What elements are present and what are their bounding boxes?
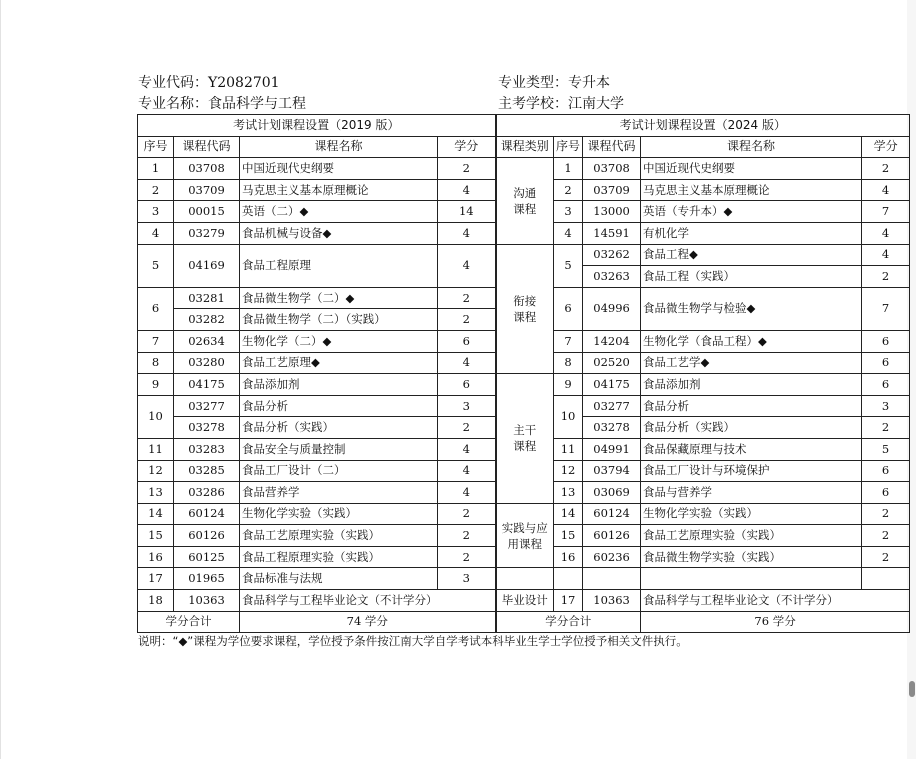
credit-cell: 6 bbox=[862, 374, 910, 396]
code-cell: 03286 bbox=[174, 482, 240, 504]
name-cell: 马克思主义基本原理概论 bbox=[641, 179, 862, 201]
credit-cell: 7 bbox=[862, 201, 910, 223]
seq-cell: 15 bbox=[554, 525, 583, 547]
exam-school: 主考学校：江南大学 bbox=[498, 96, 624, 112]
credit-cell: 4 bbox=[438, 438, 496, 460]
table-row bbox=[138, 158, 910, 180]
name-cell: 食品添加剂 bbox=[240, 374, 438, 396]
code-cell: 03283 bbox=[174, 438, 240, 460]
empty-cell bbox=[583, 568, 641, 590]
total-label: 学分合计 bbox=[496, 611, 641, 633]
code-cell: 60124 bbox=[583, 503, 641, 525]
credit-cell: 2 bbox=[438, 158, 496, 180]
credit-cell: 7 bbox=[862, 287, 910, 330]
name-cell: 食品分析（实践） bbox=[641, 417, 862, 439]
seq-cell: 14 bbox=[138, 503, 174, 525]
seq-cell: 7 bbox=[138, 330, 174, 352]
name-cell: 英语（二）◆ bbox=[240, 201, 438, 223]
seq-cell: 11 bbox=[138, 438, 174, 460]
name-cell: 中国近现代史纲要 bbox=[240, 158, 438, 180]
credit-cell: 2 bbox=[862, 158, 910, 180]
major-type: 专业类型：专升本 bbox=[498, 75, 610, 91]
name-cell: 食品分析 bbox=[240, 395, 438, 417]
code-cell: 03278 bbox=[583, 417, 641, 439]
major-code: 专业代码：Y2082701 bbox=[138, 75, 280, 91]
code-cell: 10363 bbox=[174, 590, 240, 612]
code-cell: 03262 bbox=[583, 244, 641, 266]
name-cell: 中国近现代史纲要 bbox=[641, 158, 862, 180]
name-cell: 生物化学实验（实践） bbox=[240, 503, 438, 525]
credit-cell: 2 bbox=[438, 525, 496, 547]
category-shijian: 实践与应用课程 bbox=[496, 503, 554, 568]
credit-cell: 6 bbox=[438, 374, 496, 396]
seq-cell: 13 bbox=[138, 482, 174, 504]
seq-cell: 11 bbox=[554, 438, 583, 460]
code-cell: 03280 bbox=[174, 352, 240, 374]
total-label: 学分合计 bbox=[138, 611, 240, 633]
credit-cell: 2 bbox=[438, 287, 496, 309]
totals-row bbox=[138, 611, 910, 633]
table-caption-row bbox=[138, 115, 910, 137]
code-cell: 04169 bbox=[174, 244, 240, 287]
col-code: 课程代码 bbox=[174, 136, 240, 158]
code-cell: 02520 bbox=[583, 352, 641, 374]
seq-cell: 2 bbox=[554, 179, 583, 201]
credit-cell: 4 bbox=[862, 244, 910, 266]
credit-cell: 4 bbox=[862, 222, 910, 244]
col-credit: 学分 bbox=[438, 136, 496, 158]
name-cell: 食品保藏原理与技术 bbox=[641, 438, 862, 460]
code-cell: 03277 bbox=[174, 395, 240, 417]
code-cell: 60125 bbox=[174, 546, 240, 568]
name-cell: 食品标准与法规 bbox=[240, 568, 438, 590]
seq-cell: 10 bbox=[554, 395, 583, 438]
table-row bbox=[138, 244, 910, 266]
code-cell: 10363 bbox=[583, 590, 641, 612]
seq-cell: 8 bbox=[554, 352, 583, 374]
col-name: 课程名称 bbox=[641, 136, 862, 158]
credit-cell: 2 bbox=[438, 417, 496, 439]
name-cell: 食品工艺原理实验（实践） bbox=[240, 525, 438, 547]
credit-cell: 6 bbox=[438, 330, 496, 352]
credit-cell: 6 bbox=[862, 352, 910, 374]
credit-cell: 4 bbox=[438, 179, 496, 201]
col-name: 课程名称 bbox=[240, 136, 438, 158]
name-cell: 食品工厂设计与环境保护 bbox=[641, 460, 862, 482]
col-credit: 学分 bbox=[862, 136, 910, 158]
name-cell: 食品工程（实践） bbox=[641, 266, 862, 288]
credit-cell: 2 bbox=[862, 417, 910, 439]
name-cell: 食品营养学 bbox=[240, 482, 438, 504]
credit-cell: 2 bbox=[438, 503, 496, 525]
name-cell: 食品工程原理实验（实践） bbox=[240, 546, 438, 568]
name-cell: 食品工艺学◆ bbox=[641, 352, 862, 374]
seq-cell: 8 bbox=[138, 352, 174, 374]
seq-cell: 1 bbox=[554, 158, 583, 180]
credit-cell: 4 bbox=[862, 179, 910, 201]
table-row bbox=[138, 374, 910, 396]
credit-cell: 2 bbox=[438, 309, 496, 331]
credit-cell: 4 bbox=[438, 244, 496, 287]
seq-cell: 12 bbox=[138, 460, 174, 482]
footnote: 说明：“◆”课程为学位要求课程，学位授予条件按江南大学自学考试本科毕业生学士学位授予相关文件执行。 bbox=[138, 634, 688, 648]
table-row bbox=[138, 590, 910, 612]
credit-cell: 3 bbox=[862, 395, 910, 417]
caption-2024: 考试计划课程设置（2024 版） bbox=[496, 115, 910, 137]
name-cell: 食品科学与工程毕业论文（不计学分） bbox=[240, 590, 496, 612]
credit-cell: 2 bbox=[862, 546, 910, 568]
seq-cell: 12 bbox=[554, 460, 583, 482]
caption-2019: 考试计划课程设置（2019 版） bbox=[138, 115, 496, 137]
code-cell: 03708 bbox=[583, 158, 641, 180]
credit-cell: 2 bbox=[862, 503, 910, 525]
name-cell: 食品分析 bbox=[641, 395, 862, 417]
total-2024: 76 学分 bbox=[641, 611, 910, 633]
exam-plan-table bbox=[137, 114, 910, 633]
code-cell: 04991 bbox=[583, 438, 641, 460]
credit-cell: 4 bbox=[438, 222, 496, 244]
credit-cell: 3 bbox=[438, 395, 496, 417]
seq-cell: 14 bbox=[554, 503, 583, 525]
code-cell: 13000 bbox=[583, 201, 641, 223]
code-cell: 00015 bbox=[174, 201, 240, 223]
table-row bbox=[138, 568, 910, 590]
name-cell: 食品机械与设备◆ bbox=[240, 222, 438, 244]
seq-cell: 13 bbox=[554, 482, 583, 504]
seq-cell: 15 bbox=[138, 525, 174, 547]
code-cell: 03282 bbox=[174, 309, 240, 331]
seq-cell: 4 bbox=[138, 222, 174, 244]
code-cell: 14204 bbox=[583, 330, 641, 352]
code-cell: 60124 bbox=[174, 503, 240, 525]
seq-cell: 7 bbox=[554, 330, 583, 352]
name-cell: 食品工艺原理◆ bbox=[240, 352, 438, 374]
name-cell: 食品微生物学（二）◆ bbox=[240, 287, 438, 309]
seq-cell: 6 bbox=[138, 287, 174, 330]
name-cell: 马克思主义基本原理概论 bbox=[240, 179, 438, 201]
credit-cell: 14 bbox=[438, 201, 496, 223]
code-cell: 03708 bbox=[174, 158, 240, 180]
code-cell: 60236 bbox=[583, 546, 641, 568]
seq-cell: 5 bbox=[138, 244, 174, 287]
total-2019: 74 学分 bbox=[240, 611, 496, 633]
code-cell: 60126 bbox=[174, 525, 240, 547]
credit-cell: 4 bbox=[438, 352, 496, 374]
credit-cell: 6 bbox=[862, 460, 910, 482]
scrollbar-thumb[interactable] bbox=[909, 681, 915, 697]
category-biye: 毕业设计 bbox=[496, 590, 554, 612]
seq-cell: 9 bbox=[554, 374, 583, 396]
name-cell: 食品微生物学实验（实践） bbox=[641, 546, 862, 568]
col-category: 课程类别 bbox=[496, 136, 554, 158]
code-cell: 03794 bbox=[583, 460, 641, 482]
seq-cell: 18 bbox=[138, 590, 174, 612]
code-cell: 03279 bbox=[174, 222, 240, 244]
seq-cell: 3 bbox=[138, 201, 174, 223]
name-cell: 有机化学 bbox=[641, 222, 862, 244]
code-cell: 03285 bbox=[174, 460, 240, 482]
credit-cell: 2 bbox=[862, 525, 910, 547]
empty-cell bbox=[862, 568, 910, 590]
code-cell: 03709 bbox=[583, 179, 641, 201]
seq-cell: 3 bbox=[554, 201, 583, 223]
empty-cell bbox=[554, 568, 583, 590]
code-cell: 14591 bbox=[583, 222, 641, 244]
credit-cell: 4 bbox=[438, 482, 496, 504]
credit-cell: 4 bbox=[438, 460, 496, 482]
category-goutong: 沟通课程 bbox=[496, 158, 554, 244]
name-cell: 食品与营养学 bbox=[641, 482, 862, 504]
seq-cell: 1 bbox=[138, 158, 174, 180]
credit-cell: 2 bbox=[862, 266, 910, 288]
table-row bbox=[138, 503, 910, 525]
seq-cell: 16 bbox=[554, 546, 583, 568]
code-cell: 02634 bbox=[174, 330, 240, 352]
code-cell: 04996 bbox=[583, 287, 641, 330]
name-cell: 食品工艺原理实验（实践） bbox=[641, 525, 862, 547]
seq-cell: 4 bbox=[554, 222, 583, 244]
seq-cell: 9 bbox=[138, 374, 174, 396]
col-seq: 序号 bbox=[138, 136, 174, 158]
seq-cell: 2 bbox=[138, 179, 174, 201]
name-cell: 食品工程◆ bbox=[641, 244, 862, 266]
name-cell: 食品微生物学与检验◆ bbox=[641, 287, 862, 330]
col-code: 课程代码 bbox=[583, 136, 641, 158]
seq-cell: 17 bbox=[138, 568, 174, 590]
code-cell: 03069 bbox=[583, 482, 641, 504]
seq-cell: 6 bbox=[554, 287, 583, 330]
code-cell: 03709 bbox=[174, 179, 240, 201]
code-cell: 03263 bbox=[583, 266, 641, 288]
name-cell: 食品工厂设计（二） bbox=[240, 460, 438, 482]
code-cell: 04175 bbox=[174, 374, 240, 396]
name-cell: 食品添加剂 bbox=[641, 374, 862, 396]
major-name: 专业名称：食品科学与工程 bbox=[138, 96, 306, 112]
name-cell: 食品科学与工程毕业论文（不计学分） bbox=[641, 590, 910, 612]
name-cell: 食品分析（实践） bbox=[240, 417, 438, 439]
code-cell: 03281 bbox=[174, 287, 240, 309]
seq-cell: 16 bbox=[138, 546, 174, 568]
credit-cell: 6 bbox=[862, 330, 910, 352]
credit-cell: 6 bbox=[862, 482, 910, 504]
credit-cell: 2 bbox=[438, 546, 496, 568]
name-cell: 生物化学（食品工程）◆ bbox=[641, 330, 862, 352]
name-cell: 食品工程原理 bbox=[240, 244, 438, 287]
empty-cell bbox=[496, 568, 554, 590]
name-cell: 食品安全与质量控制 bbox=[240, 438, 438, 460]
seq-cell: 10 bbox=[138, 395, 174, 438]
name-cell: 食品微生物学（二）（实践） bbox=[240, 309, 438, 331]
name-cell: 英语（专升本）◆ bbox=[641, 201, 862, 223]
empty-cell bbox=[641, 568, 862, 590]
code-cell: 03278 bbox=[174, 417, 240, 439]
seq-cell: 17 bbox=[554, 590, 583, 612]
credit-cell: 5 bbox=[862, 438, 910, 460]
credit-cell: 3 bbox=[438, 568, 496, 590]
code-cell: 01965 bbox=[174, 568, 240, 590]
category-xianjie: 衔接课程 bbox=[496, 244, 554, 374]
name-cell: 生物化学实验（实践） bbox=[641, 503, 862, 525]
code-cell: 60126 bbox=[583, 525, 641, 547]
category-zhugan: 主干课程 bbox=[496, 374, 554, 504]
seq-cell: 5 bbox=[554, 244, 583, 287]
name-cell: 生物化学（二）◆ bbox=[240, 330, 438, 352]
code-cell: 03277 bbox=[583, 395, 641, 417]
table-header-row bbox=[138, 136, 910, 158]
code-cell: 04175 bbox=[583, 374, 641, 396]
col-seq: 序号 bbox=[554, 136, 583, 158]
